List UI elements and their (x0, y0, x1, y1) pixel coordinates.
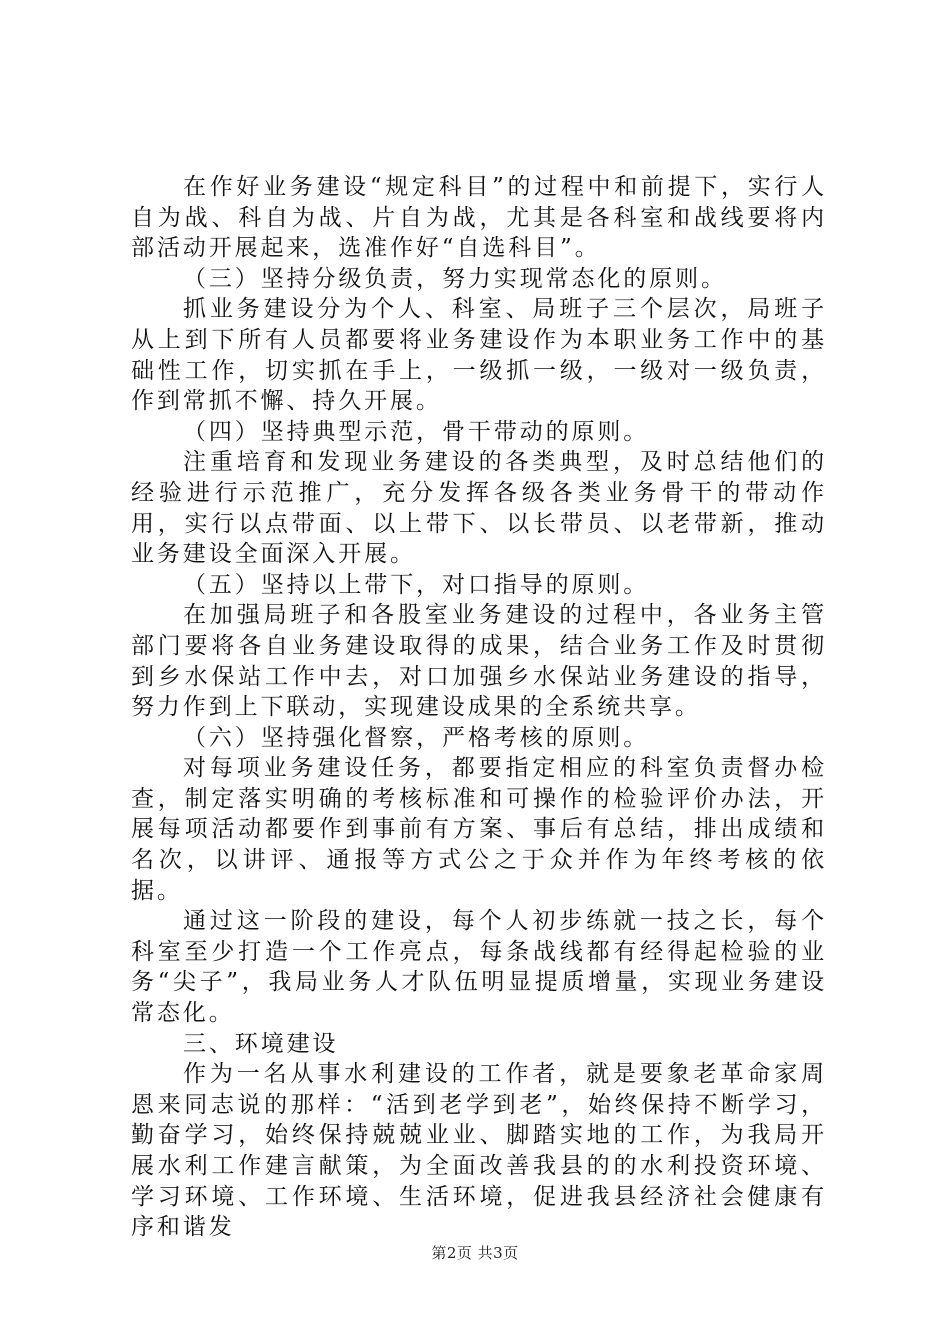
page-number-footer: 第2页 共3页 (431, 1244, 519, 1262)
section-heading-4: （四）坚持典型示范，骨干带动的原则。 (183, 418, 650, 445)
paragraph: 注重培育和发现业务建设的各类典型，及时总结他们的经验进行示范推广，充分发挥各级各类业务骨干的带动作用，实行以点带面、以上带下、以长带员、以老带新，推动业务建设全面深入开展。 (131, 449, 827, 568)
chapter-heading-3: 三、环境建设 (183, 1030, 339, 1057)
paragraph: 作为一名从事水利建设的工作者，就是要象老革命家周恩来同志说的那样：“活到老学到老”，始终保持不断学习，勤奋学习，始终保持兢兢业业、脚踏实地的工作，为我局开展水利工作建言献策，为全面改善我县的的水利投资环境、学习环境、工作环境、生活环境，促进我县经济社会健康有序和谐发 (131, 1061, 827, 1241)
paragraph: 对每项业务建设任务，都要指定相应的科室负责督办检查，制定落实明确的考核标准和可操作的检验评价办法，开展每项活动都要作到事前有方案、事后有总结，排出成绩和名次，以讲评、通报等方式公之于众并作为年终考核的依据。 (131, 755, 827, 904)
document-body (131, 172, 827, 1243)
paragraph: 在加强局班子和各股室业务建设的过程中，各业务主管部门要将各自业务建设取得的成果，结合业务工作及时贯彻到乡水保站工作中去，对口加强乡水保站业务建设的指导，努力作到上下联动，实现建设成果的全系统共享。 (131, 602, 827, 721)
paragraph: 抓业务建设分为个人、科室、局班子三个层次，局班子从上到下所有人员都要将业务建设作为本职业务工作中的基础性工作，切实抓在手上，一级抓一级，一级对一级负责，作到常抓不懈、持久开展。 (131, 296, 827, 415)
section-heading-6: （六）坚持强化督察，严格考核的原则。 (183, 724, 650, 751)
paragraph: 通过这一阶段的建设，每个人初步练就一技之长，每个科室至少打造一个工作亮点，每条战线都有经得起检验的业务“尖子”，我局业务人才队伍明显提质增量，实现业务建设常态化。 (131, 908, 827, 1027)
section-heading-5: （五）坚持以上带下，对口指导的原则。 (183, 571, 650, 598)
paragraph: 在作好业务建设“规定科目”的过程中和前提下，实行人自为战、科自为战、片自为战，尤其是各科室和战线要将内部活动开展起来，选准作好“自选科目”。 (131, 174, 827, 262)
section-heading-3: （三）坚持分级负责，努力实现常态化的原则。 (183, 265, 727, 292)
